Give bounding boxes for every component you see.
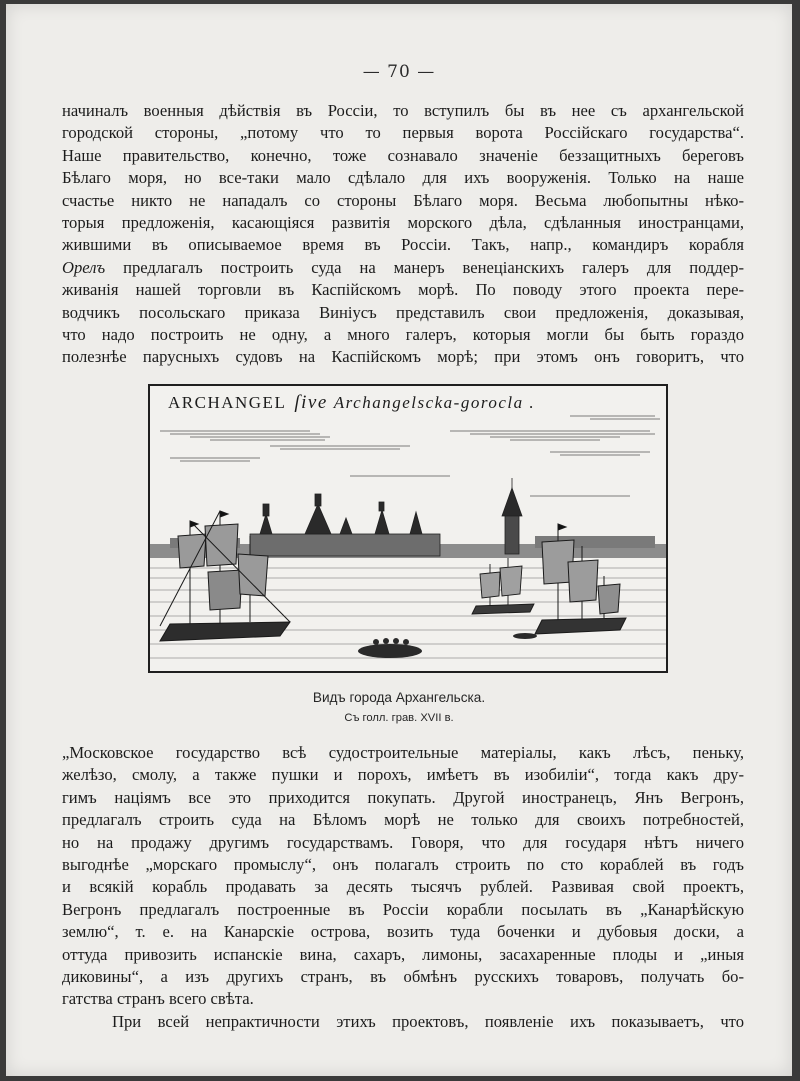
- engraving-illustration: [150, 386, 666, 671]
- text-line: живанія нашей торговли въ Каспійскомъ морѣ. По поводу этого проекта пере-: [62, 280, 744, 300]
- text-line: Наше правительство, конечно, тоже сознавало значеніе беззащитныхъ береговъ: [62, 145, 744, 165]
- engraving-archangel: [148, 384, 668, 673]
- text-line: но на продажу другимъ государствамъ. Говоря, что для государя нѣтъ ничего: [62, 832, 744, 852]
- text-line: счастье никто не нападалъ со стороны Бѣлаго моря. Весьма любопытны нѣко-: [62, 190, 744, 210]
- figure-source: Съ голл. грав. XVII в.: [344, 712, 454, 724]
- engraving-title: ARCHANGEL ſive Archangelscka-gorocla .: [168, 392, 536, 413]
- text-line: оттуда привозить испанскіе вина, сахаръ, лимоны, засахаренные плоды и „иныя: [62, 944, 744, 964]
- ship-middle: [472, 558, 534, 614]
- text-line: городской стороны, „потому что то первыя ворота Россійскаго государства“.: [62, 123, 744, 143]
- book-page: [6, 4, 792, 1076]
- text-line: землю“, т. е. на Канарскіе острова, возить туда боченки и дубовыя доски, а: [62, 922, 744, 942]
- text-line: гатства странъ всего свѣта.: [62, 989, 254, 1009]
- text-line: торыя предложенія, касающіяся развитія морского дѣла, сдѣланныя иностранцами,: [62, 213, 744, 233]
- text-line: полезнѣе парусныхъ судовъ на Каспійскомъ морѣ; при этомъ онъ говоритъ, что: [62, 347, 744, 367]
- figure-caption: Видъ города Архангельска.: [312, 690, 486, 705]
- page-number: — 70 —: [362, 62, 436, 82]
- text-line: предлагалъ строить суда на Бѣломъ морѣ не только для своихъ потребностей,: [62, 810, 744, 830]
- text-line: жившими въ описываемое время въ Россіи. Такъ, напр., командиръ корабля: [62, 235, 744, 255]
- text-line: что надо построить не одну, а много галеръ, которыя могли бы быть гораздо: [62, 325, 744, 345]
- text-line: желѣзо, смолу, а также пушки и порохъ, имѣетъ въ изобиліи“, тогда какъ дру-: [62, 765, 744, 785]
- text-line: водчикъ посольскаго приказа Виніусъ представилъ свои предложенія, доказывая,: [62, 302, 744, 322]
- text-line: начиналъ военныя дѣйствія въ Россіи, то вступилъ бы въ нее съ архангельской: [62, 101, 744, 120]
- bottom-paragraph: [62, 742, 744, 1033]
- text-line: Бѣлаго моря, но все-таки мало сдѣлало для ихъ вооруженія. Только на наше: [62, 168, 744, 188]
- text-line: диковины“, а изъ другихъ странъ, въ обмѣнъ русскихъ товаровъ, получать бо-: [62, 967, 744, 987]
- text-line-with-ship-name: [62, 257, 744, 279]
- text-line: гимъ націямъ все это приходится покупать. Другой иностранецъ, Янъ Вегронъ,: [62, 787, 744, 807]
- text-line-rest: предлагалъ построить суда на манеръ венеціанскихъ галеръ для поддер-: [123, 257, 744, 277]
- text-line: „Московское государство всѣ судостроительные матеріалы, какъ лѣсъ, пеньку,: [62, 743, 744, 762]
- cloud-hatching: [160, 416, 660, 496]
- text-line: выгоднѣе „морскаго промыслу“, онъ полагалъ строить по сто кораблей въ годъ: [62, 855, 744, 875]
- text-line: При всей непрактичности этихъ проектовъ, появленіе ихъ показываетъ, что: [112, 1011, 744, 1031]
- text-line: и всякій корабль продавать за десять тысячъ рублей. Развивая свой проектъ,: [62, 877, 744, 897]
- ship-name: Орелъ: [62, 257, 106, 277]
- rowing-boats: [358, 633, 537, 658]
- text-line: Вегронъ предлагалъ построенные въ Россіи корабли посылать въ „Канарѣйскую: [62, 899, 744, 919]
- top-paragraph: [62, 100, 744, 369]
